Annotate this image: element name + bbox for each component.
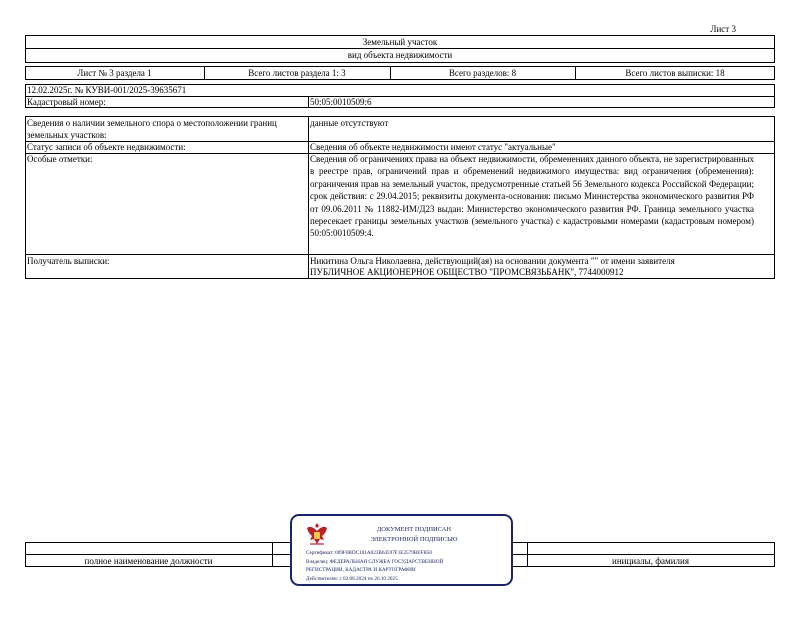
status-label: Статус записи об объекте недвижимости:: [27, 142, 186, 152]
dispute-value: данные отсутствуют: [310, 118, 389, 128]
special-notes-label: Особые отметки:: [27, 154, 93, 164]
object-type-subtitle: вид объекта недвижимости: [347, 50, 453, 60]
signature-owner-2: РЕГИСТРАЦИИ, КАДАСТРА И КАРТОГРАФИИ: [306, 567, 416, 573]
position-label: полное наименование должности: [84, 556, 213, 566]
special-notes-value: Сведения об ограничениях права на объект недвижимости, обременениях данного объекта, не зарегистрированных в реестре прав, ограничений прав и обременений недвижимого имущества: вид ограничения (обременения): ограничения прав на земельный участок, предусмотренные статьей 56 Земельного кодекса Российской Федерации; срок действия: с 29.04.2015; реквизиты документа-основания: письмо Министерства экономического развития РФ от 09.06.2011 № 11882-ИМ/Д23 выдан: Министерство экономического развития РФ. Граница земельного участка пересекает границы земельных участков (земельного участка) с кадастровыми номерами (кадастровым номером) 50:05:0010509:4.: [310, 154, 754, 239]
cadastral-label: Кадастровый номер:: [27, 97, 106, 107]
recipient-label: Получатель выписки:: [27, 256, 110, 266]
recipient-line-1: Никитина Ольга Николаевна, действующий(ая) на основании документа "" от имени заявителя: [310, 256, 675, 266]
signature-heading-1: ДОКУМЕНТ ПОДПИСАН: [376, 526, 452, 533]
electronic-signature-stamp: [290, 514, 513, 586]
sheet-label: Лист 3: [710, 24, 736, 34]
cadastral-number: 50:05:0010509:6: [310, 97, 372, 107]
total-sheets-section: Всего листов раздела 1: 3: [248, 68, 346, 78]
total-sheets-extract: Всего листов выписки: 18: [625, 68, 725, 78]
signature-heading-2: ЭЛЕКТРОННОЙ ПОДПИСЬЮ: [370, 536, 458, 543]
signature-validity: Действителен: с 02.08.2024 по 26.10.2025: [306, 575, 398, 582]
sheet-of-section: Лист № 3 раздела 1: [77, 68, 152, 78]
signature-owner-1: Владелец: ФЕДЕРАЛЬНАЯ СЛУЖБА ГОСУДАРСТВЕННОЙ: [306, 558, 444, 565]
signature-certificate: Сертификат: 009F0BDC181A023B64597F1E2579BEFB50: [306, 550, 432, 556]
dispute-label: Сведения о наличии земельного спора о местоположении границ земельных участков:: [27, 118, 277, 140]
initials-label: инициалы, фамилия: [612, 556, 689, 566]
date-number: 12.02.2025г. № КУВИ-001/2025-39635671: [27, 85, 187, 95]
status-value: Сведения об объекте недвижимости имеют статус "актуальные": [310, 142, 556, 152]
total-sections: Всего разделов: 8: [448, 68, 517, 78]
recipient-line-2: ПУБЛИЧНОЕ АКЦИОНЕРНОЕ ОБЩЕСТВО "ПРОМСВЯЗЬБАНК", 7744000912: [310, 267, 624, 277]
object-type-title: Земельный участок: [362, 37, 438, 47]
state-emblem-icon: [304, 520, 330, 548]
